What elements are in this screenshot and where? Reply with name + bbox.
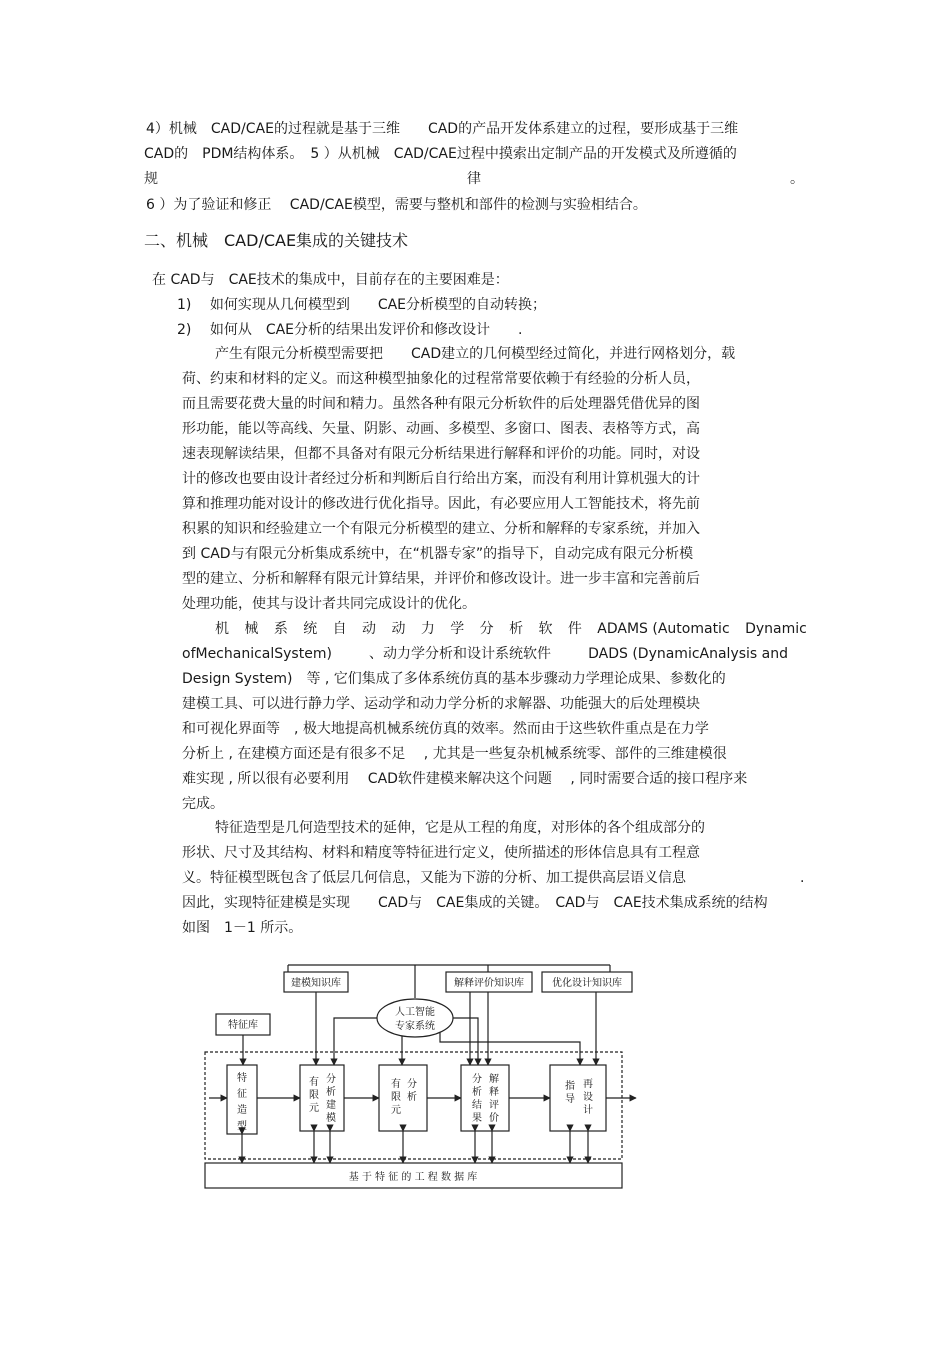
para3-word: Dynamic [745,621,807,637]
optimize-kb-label: 优化设计知识库 [552,978,622,989]
para3-word: 系 [273,621,288,637]
para4-line2: 形状、尺寸及其结构、材料和精度等特征进行定义，使所描述的形体信息具有工程意 [182,845,700,861]
box-char: 征 [237,1089,247,1100]
para3-word: 学 [450,621,465,637]
interpret-kb-label: 解释评价知识库 [454,978,524,989]
box-char: 价 [489,1113,499,1124]
para3-word: 械 [244,621,259,637]
box-char: 建 [326,1100,336,1111]
para1-line3-a: 规 [144,171,158,187]
box-char: 导 [565,1094,575,1105]
para2-line: 积累的知识和经验建立一个有限元分析模型的建立、分析和解释的专家系统，并加入 [182,521,700,537]
box-char: 结 [472,1100,482,1111]
para3-word: 析 [509,621,524,637]
para3-word: 动 [362,621,377,637]
para3-word: 动 [391,621,406,637]
para2-line: 算和推理功能对设计的修改进行优化指导。因此，有必要应用人工智能技术，将先前 [182,496,700,512]
para3-word: 力 [420,621,435,637]
para2-line: 计的修改也要由设计者经过分析和判断后自行给出方案，而没有利用计算机强大的计 [182,471,700,487]
box-char: 分 [326,1074,336,1085]
box-char: 析 [326,1087,336,1098]
ai-label-line1: 人工智能 [395,1007,435,1018]
para1-line4: 6 ）为了验证和修正 CAD/CAE模型，需要与整机和部件的检测与实验相结合。 [146,197,647,213]
para4-line3: 义。特征模型既包含了低层几何信息，又能为下游的分析、加工提供高层语义信息 [182,870,686,886]
box-char: 有 [391,1079,401,1090]
fem-modeling-box [300,1065,344,1131]
para3-word: 、动力学分析和设计系统软件 [369,646,552,662]
para3-word: 件 [567,621,582,637]
box-char: 解 [489,1074,499,1085]
para3-word: 机 [215,621,229,637]
para4-line5: 如图 1－1 所示。 [182,920,303,936]
box-char: 元 [391,1105,401,1116]
para3-line: 和可视化界面等 , 极大地提高机械系统仿真的效率。然而由于这些软件重点是在力学 [182,721,709,737]
intro-text: 在 CAD与 CAE技术的集成中，目前存在的主要困难是： [152,272,509,288]
para3-line: Design System) 等 , 它们集成了多体系统仿真的基本步骤动力学理论成果、参数化的 [182,671,726,687]
para3-line: 分析上 , 在建模方面还是有很多不足 , 尤其是一些复杂机械系统零、部件的三维建模很 [182,746,727,762]
box-char: 特 [237,1073,247,1084]
para1-line2: CAD的 PDM结构体系。 5 ）从机械 CAD/CAE过程中摸索出定制产品的开发模式及所遵循的 [144,146,737,162]
para3-line: 建模工具、可以进行静力学、运动学和动力学分析的求解器、功能强大的后处理模块 [182,696,700,712]
system-frame [205,1052,622,1159]
box-char: 造 [237,1105,247,1116]
ai-label-line2: 专家系统 [395,1021,435,1032]
box-char: 再 [583,1079,593,1090]
list-item-2: 2) 如何从 CAE分析的结果出发评价和修改设计 . [177,322,523,338]
para3-word: 统 [303,621,318,637]
para3-word: DADS (DynamicAnalysis and [588,646,788,662]
modeling-kb-label: 建模知识库 [291,978,341,989]
box-char: 果 [472,1113,482,1124]
box-char: 模 [326,1113,336,1124]
para3-line: 难实现 , 所以很有必要利用 CAD软件建模来解决这个问题 , 同时需要合适的接口程序来 [182,771,748,787]
box-char: 分 [407,1079,417,1090]
box-char: 析 [472,1087,482,1098]
para1-line3-b: 律 [467,171,481,187]
box-char: 有 [309,1077,319,1088]
para2-line: 处理功能，使其与设计者共同完成设计的优化。 [182,596,476,612]
section-heading: 二、机械 CAD/CAE集成的关键技术 [144,231,409,250]
para2-line: 产生有限元分析模型需要把 CAD建立的几何模型经过简化，并进行网格划分，载 [215,346,736,362]
engineering-database-label: 基 于 特 征 的 工 程 数 据 库 [348,1172,478,1183]
para4-line1: 特征造型是几何造型技术的延伸，它是从工程的角度，对形体的各个组成部分的 [215,820,705,836]
para3-word: ADAMS (Automatic [597,621,730,637]
box-char: 析 [407,1092,417,1103]
box-char: 计 [583,1105,593,1116]
para4-line4: 因此，实现特征建模是实现 CAD与 CAE集成的关键。 CAD与 CAE技术集成系统的结构 [182,895,768,911]
feature-library-label: 特征库 [228,1020,258,1031]
para3-word: 自 [332,621,347,637]
box-char: 分 [472,1074,482,1085]
box-char: 型 [237,1121,247,1132]
para2-line: 荷、约束和材料的定义。而这种模型抽象化的过程常常要依赖于有经验的分析人员， [182,371,700,387]
redesign-box [550,1065,606,1131]
para2-line: 型的建立、分析和解释有限元计算结果，并评价和修改设计。进一步丰富和完善前后 [182,571,700,587]
box-char: 限 [391,1092,401,1103]
fem-analysis-box [379,1065,427,1131]
box-char: 元 [309,1103,319,1114]
box-char: 评 [489,1100,499,1111]
para3-word: ofMechanicalSystem) [182,646,332,662]
result-evaluation-box [461,1065,509,1131]
box-char: 限 [309,1090,319,1101]
para2-line: 形功能，能以等高线、矢量、阴影、动画、多模型、多窗口、图表、表格等方式，高 [182,421,700,437]
box-char: 指 [565,1081,575,1092]
para1-line3-c: 。 [790,171,804,187]
box-char: 释 [489,1087,499,1098]
para1-line1: 4）机械 CAD/CAE的过程就是基于三维 CAD的产品开发体系建立的过程，要形成基于三维 [146,121,739,137]
para2-line: 而且需要花费大量的时间和精力。虽然各种有限元分析软件的后处理器凭借优异的图 [182,396,700,412]
para4-line3-period: . [800,870,805,886]
para2-line: 速表现解读结果，但都不具备对有限元分析结果进行解释和评价的功能。同时，对设 [182,446,700,462]
para3-word: 软 [538,621,553,637]
list-item-1: 1) 如何实现从几何模型到 CAE分析模型的自动转换； [177,297,547,313]
para3-line: 完成。 [182,796,224,812]
para3-word: 分 [479,621,494,637]
para2-line: 到 CAD与有限元分析集成系统中，在“机器专家”的指导下，自动完成有限元分析模 [182,546,694,562]
box-char: 设 [583,1092,593,1103]
